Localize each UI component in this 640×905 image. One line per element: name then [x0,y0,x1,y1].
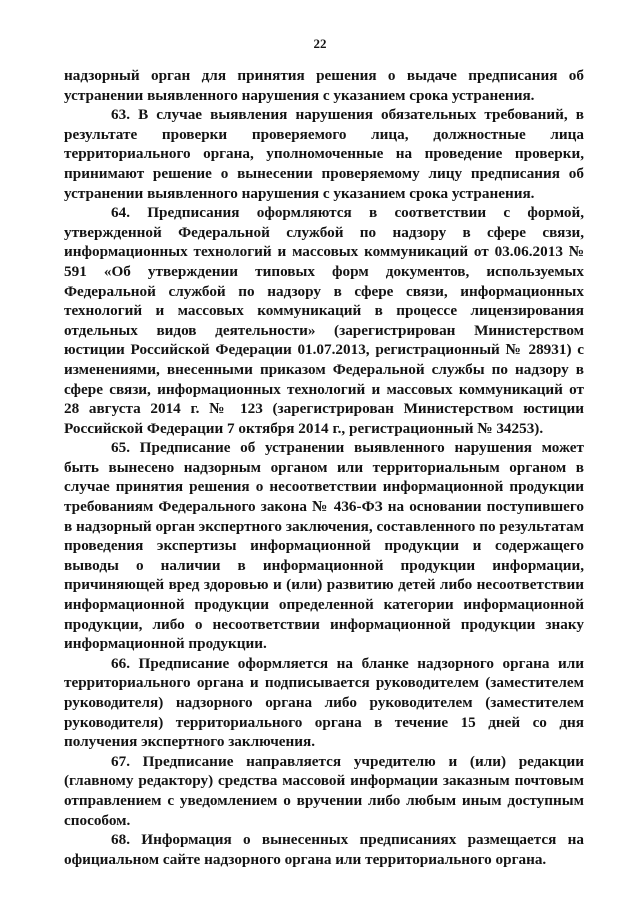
paragraph-67: 67. Предписание направляется учредителю и (или) редакции (главному редактору) средства массовой информации заказным почтовым отправлением с уведомлением о вручении либо любым иным доступным способом. [64,752,584,829]
document-body [64,66,584,869]
paragraph-65: 65. Предписание об устранении выявленного нарушения может быть вынесено надзорным органом или территориальным органом в случае принятия решения о несоответствии информационной продукции требованиям Федерального закона № 436-ФЗ на основании поступившего в надзорный орган экспертного заключения, составленного по результатам проведения экспертизы информационной продукции и содержащего выводы о наличии в информационной продукции информации, причиняющей вред здоровью и (или) развитию детей либо несоответствии информационной продукции определенной категории информационной продукции, либо о несоответствии информационной продукции знаку информационной продукции. [64,439,584,653]
paragraph-continuation: надзорный орган для принятия решения о выдаче предписания об устранении выявленного нарушения с указанием срока устранения. [64,67,584,104]
paragraph-64: 64. Предписания оформляются в соответствии с формой, утвержденной Федеральной службой по надзору в сфере связи, информационных технологий и массовых коммуникаций от 03.06.2013 № 591 «Об утверждении типовых форм документов, используемых Федеральной службой по надзору в сфере связи, информационных технологий и массовых коммуникаций в процессе лицензирования отдельных видов деятельности» (зарегистрирован Министерством юстиции Российской Федерации 01.07.2013, регистрационный № 28931) с изменениями, внесенными приказом Федеральной службы по надзору в сфере связи, информационных технологий и массовых коммуникаций от 28 августа 2014 г. № 123 (зарегистрирован Министерством юстиции Российской Федерации 7 октября 2014 г., регистрационный № 34253). [64,204,584,437]
page-number: 22 [313,36,327,51]
paragraph-63: 63. В случае выявления нарушения обязательных требований, в результате проверки проверяемого лица, должностные лица территориального органа, уполномоченные на проведение проверки, принимают решение о вынесении проверяемому лицу предписания об устранении выявленного нарушения с указанием срока устранения. [64,106,584,202]
paragraph-66: 66. Предписание оформляется на бланке надзорного органа или территориального органа и подписывается руководителем (заместителем руководителя) надзорного органа либо руководителем (заместителем руководителя) территориального органа в течение 15 дней со дня получения экспертного заключения. [64,654,584,751]
paragraph-68: 68. Информация о вынесенных предписаниях размещается на официальном сайте надзорного органа или территориального органа. [64,831,584,868]
